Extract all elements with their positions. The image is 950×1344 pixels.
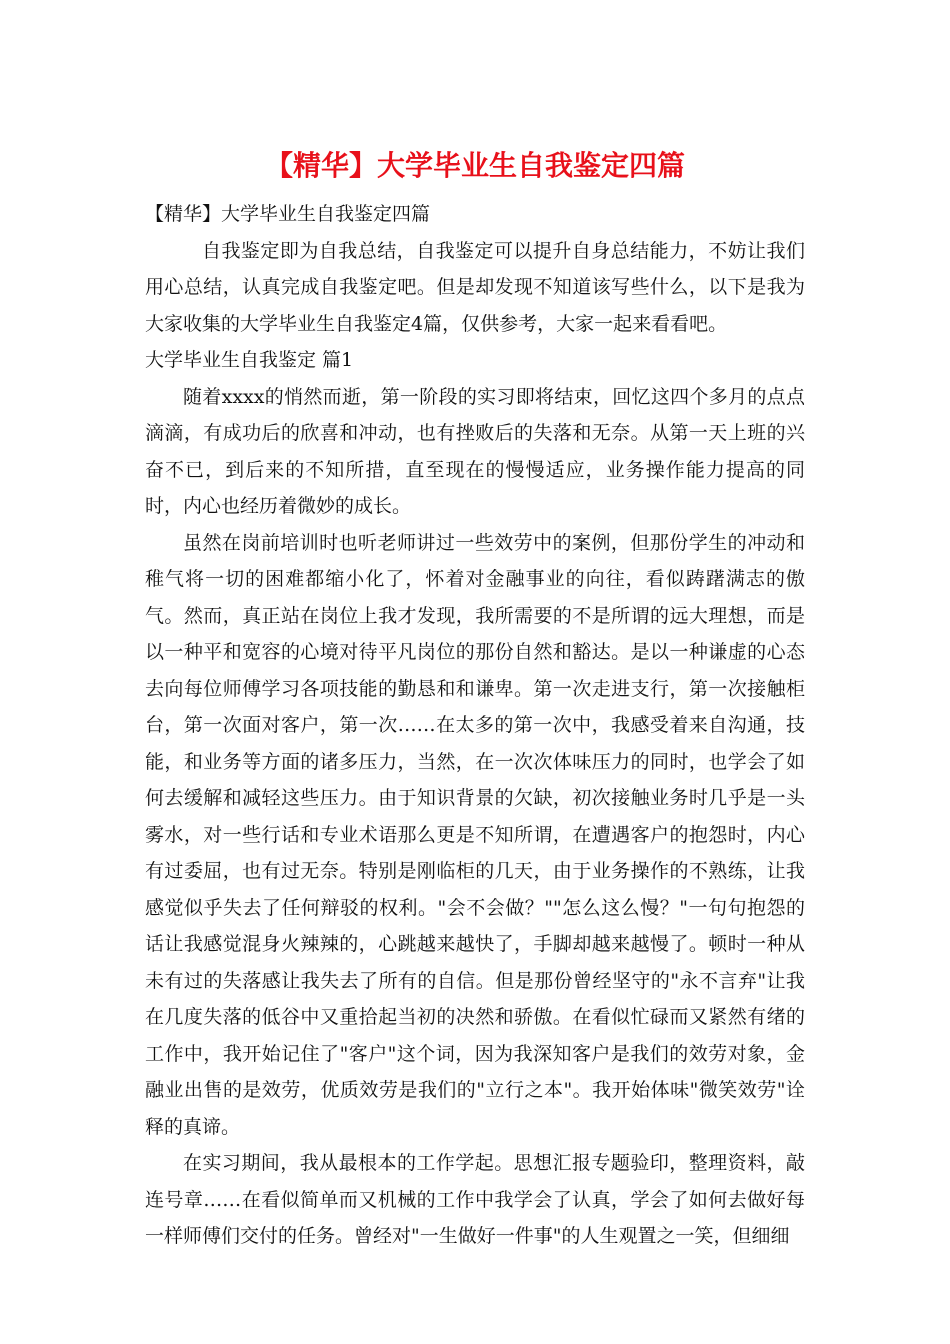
body-paragraph-1: 随着xxxx的悄然而逝，第一阶段的实习即将结束，回忆这四个多月的点点滴滴，有成功后的欣喜和冲动，也有挫败后的失落和无奈。从第一天上班的兴奋不已，到后来的不知所措，直至现在的慢慢适应，业务操作能力提高的同时，内心也经历着微妙的成长。 (145, 385, 805, 517)
document-subtitle: 【精华】大学毕业生自我鉴定四篇 (145, 203, 431, 225)
document-body (145, 196, 805, 1255)
body-paragraph-2: 虽然在岗前培训时也听老师讲过一些效劳中的案例，但那份学生的冲动和稚气将一切的困难都缩小化了，怀着对金融事业的向往，看似踌躇满志的傲气。然而，真正站在岗位上我才发现，我所需要的不是所谓的远大理想，而是以一种平和宽容的心境对待平凡岗位的那份自然和豁达。是以一种谦虚的心态去向每位师傅学习各项技能的勤恳和和谦卑。第一次走进支行，第一次接触柜台，第一次面对客户，第一次……在太多的第一次中，我感受着来自沟通，技能，和业务等方面的诸多压力，当然，在一次次体味压力的同时，也学会了如何去缓解和减轻这些压力。由于知识背景的欠缺，初次接触业务时几乎是一头雾水，对一些行话和专业术语那么更是不知所谓，在遭遇客户的抱怨时，内心有过委屈，也有过无奈。特别是刚临柜的几天，由于业务操作的不熟练，让我感觉似乎失去了任何辩驳的权利。"会不会做？""怎么这么慢？"一句句抱怨的话让我感觉混身火辣辣的，心跳越来越快了，手脚却越来越慢了。顿时一种从未有过的失落感让我失去了所有的自信。但是那份曾经坚守的"永不言弃"让我在几度失落的低谷中又重拾起当初的决然和骄傲。在看似忙碌而又紧然有绪的工作中，我开始记住了"客户"这个词，因为我深知客户是我们的效劳对象，金融业出售的是效劳，优质效劳是我们的"立行之本"。我开始体味"微笑效劳"诠释的真谛。 (145, 531, 805, 1138)
document-title: 【精华】大学毕业生自我鉴定四篇 (264, 149, 685, 182)
section-heading: 大学毕业生自我鉴定 篇1 (145, 349, 354, 371)
intro-paragraph: 自我鉴定即为自我总结，自我鉴定可以提升自身总结能力，不妨让我们用心总结，认真完成自我鉴定吧。但是却发现不知道该写些什么，以下是我为大家收集的大学毕业生自我鉴定4篇，仅供参考，大家一起来看看吧。 (145, 239, 805, 335)
body-paragraph-3: 在实习期间，我从最根本的工作学起。思想汇报专题验印，整理资料，敲连号章……在看似简单而又机械的工作中我学会了认真，学会了如何去做好每一样师傅们交付的任务。曾经对"一生做好一件事"的人生观置之一笑，但细细 (145, 1152, 805, 1247)
